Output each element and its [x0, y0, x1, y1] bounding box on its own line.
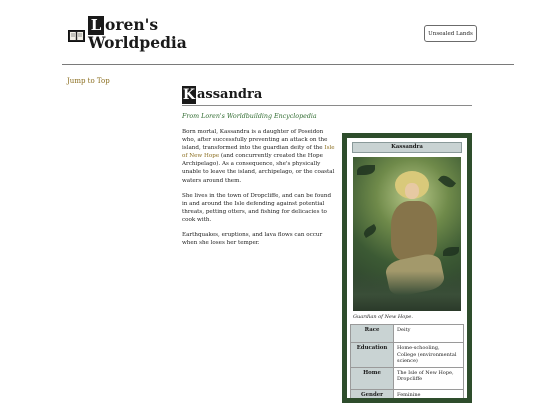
table-row [351, 367, 464, 389]
unsealed-lands-button[interactable]: Unsealed Lands [424, 25, 477, 42]
article-body [182, 128, 338, 254]
portrait-caption: Guardian of New Hope. [353, 314, 413, 320]
site-title-dropcap: L [88, 16, 104, 35]
paragraph-1 [182, 128, 338, 185]
infobox-table [350, 324, 464, 398]
article-title [182, 86, 262, 104]
jump-to-top-link[interactable]: Jump to Top [67, 77, 110, 85]
site-logo[interactable] [68, 15, 187, 52]
row-value: Home-schooling, College (environmental science) [394, 343, 464, 368]
row-key: Home [351, 367, 394, 389]
site-title-rest: oren's [105, 15, 159, 34]
book-icon [68, 30, 85, 42]
article-title-rest: assandra [197, 87, 263, 102]
portrait-image [353, 157, 461, 311]
paragraph-1-text-a: Born mortal, Kassandra is a daughter of Poseidon who, after successfully preventing an attack on the island, transformed into the guardian deity of the [182, 129, 328, 152]
row-value: The Isle of New Hope, Dropcliffe [394, 367, 464, 389]
article-subtitle: From Loren's Worldbuilding Encyclopedia [182, 113, 317, 120]
paragraph-1-text-b: (and concurrently created the Hope Archipelago). As a consequence, she's physically unable to leave the island, archipelago, or the coastal waters around them. [182, 153, 335, 184]
table-row [351, 343, 464, 368]
row-key: Gender [351, 389, 394, 398]
header-divider [62, 64, 514, 65]
table-row [351, 325, 464, 343]
isle-of-new-hope-link[interactable]: Isle of New Hope [182, 145, 335, 160]
paragraph-2: She lives in the town of Dropcliffe, and can be found in and around the Isle defending against potential threats, petting otters, and fishing for delicacies to cook with. [182, 192, 332, 223]
infobox-inner [347, 138, 467, 398]
table-row [351, 389, 464, 398]
row-value: Feminine [394, 389, 464, 398]
row-key: Education [351, 343, 394, 368]
site-title-line2: Worldpedia [88, 33, 187, 52]
row-value: Deity [394, 325, 464, 343]
paragraph-3: Earthquakes, eruptions, and lava flows can occur when she loses her temper. [182, 232, 323, 247]
article-divider [182, 105, 472, 106]
article-title-dropcap: K [182, 87, 196, 103]
row-key: Race [351, 325, 394, 343]
infobox-title: Kassandra [352, 142, 462, 153]
infobox [342, 133, 472, 403]
